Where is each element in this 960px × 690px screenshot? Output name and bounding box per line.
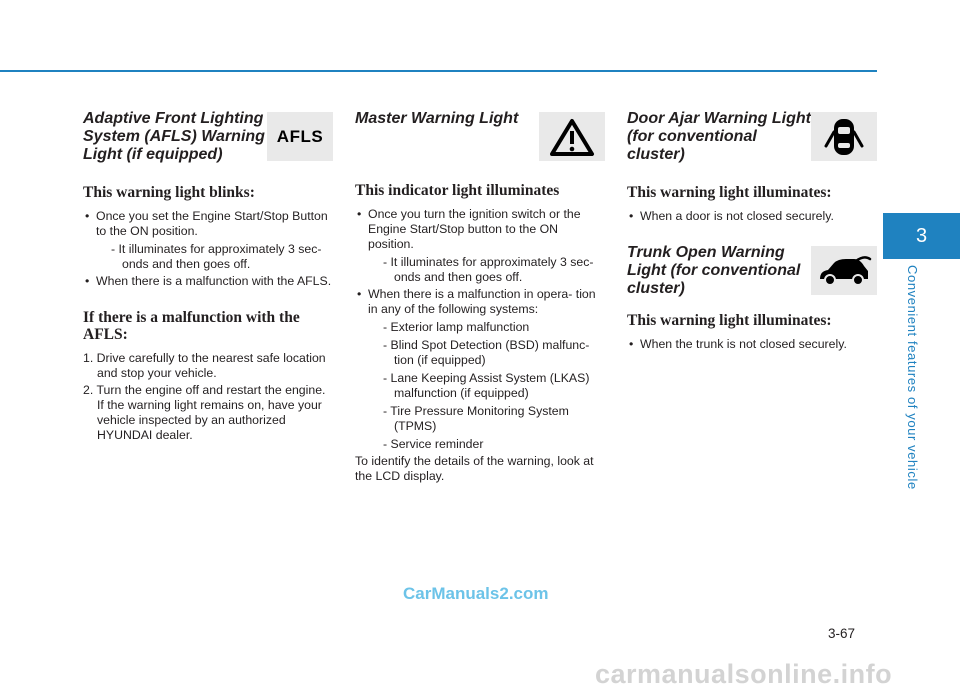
list-item (355, 287, 607, 452)
door-header (627, 110, 879, 164)
door-trunk-section (627, 110, 879, 354)
afls-step-1: 1. Drive carefully to the nearest safe location and stop your vehicle. (83, 351, 326, 380)
afls-malfunction-heading: If there is a malfunction with the AFLS: (83, 309, 300, 343)
header-rule (0, 70, 877, 72)
trunk-open-icon (811, 246, 877, 295)
trunk-title: Trunk Open Warning Light (for conventional cluster) (627, 244, 801, 297)
afls-bullet-2: When there is a malfunction with the AFLS. (96, 274, 332, 288)
door-bullet: • When a door is not closed securely. (627, 209, 879, 224)
trunk-header (627, 244, 879, 298)
chapter-tab (883, 213, 960, 259)
afls-bullet-1: Once you set the Engine Start/Stop Button to the ON position. (96, 209, 328, 238)
door-illuminates-heading: This warning light illuminates: (627, 184, 832, 201)
master-note: To identify the details of the warning, look at the LCD display. (355, 454, 594, 483)
master-system-4: - Tire Pressure Monitoring System (TPMS) (383, 404, 569, 433)
afls-bullets (83, 209, 335, 289)
trunk-illuminates-heading: This warning light illuminates: (627, 312, 832, 329)
chapter-label: Convenient features of your vehicle (905, 265, 920, 490)
master-system-2: - Blind Spot Detection (BSD) malfunc- tion (if equipped) (383, 338, 590, 367)
master-illuminates-heading: This indicator light illuminates (355, 182, 560, 199)
watermark-manualsonline: carmanualsonline.info (595, 659, 893, 689)
trunk-bullet: • When the trunk is not closed securely. (627, 337, 879, 352)
master-system-3: - Lane Keeping Assist System (LKAS) malfunction (if equipped) (383, 371, 590, 400)
trunk-bullets (627, 337, 879, 352)
master-system-5: - Service reminder (383, 437, 484, 451)
master-bullets (355, 207, 607, 452)
afls-blinks-heading: This warning light blinks: (83, 184, 255, 201)
page-number: 3-67 (828, 626, 856, 641)
chapter-number: 3 (915, 224, 928, 247)
door-ajar-icon (811, 112, 877, 161)
master-bullet-1-sub: - It illuminates for approximately 3 sec- onds and then goes off. (383, 255, 594, 284)
afls-title: Adaptive Front Lighting System (AFLS) Warning Light (if equipped) (83, 110, 265, 163)
master-system-1: - Exterior lamp malfunction (383, 320, 530, 334)
master-bullet-1: Once you turn the ignition switch or the Engine Start/Stop button to the ON position. (368, 207, 581, 251)
watermark-carmanuals: CarManuals2.com (403, 584, 549, 603)
list-item (83, 209, 335, 272)
master-bullet-2: When there is a malfunction in opera- tion in any of the following systems: (368, 287, 596, 316)
afls-section (83, 110, 335, 445)
list-item (83, 274, 335, 289)
afls-icon-text: AFLS (276, 126, 324, 146)
list-item (355, 207, 607, 285)
afls-steps (83, 351, 335, 443)
afls-header (83, 110, 335, 164)
afls-indicator-icon (267, 112, 333, 161)
master-title: Master Warning Light (355, 110, 519, 127)
door-bullets (627, 209, 879, 224)
afls-step-2: 2. Turn the engine off and restart the engine. If the warning light remains on, have your vehicle inspected by an authorized HYUNDAI dealer. (83, 383, 326, 442)
door-title: Door Ajar Warning Light (for conventional cluster) (627, 110, 811, 163)
afls-bullet-1-sub: - It illuminates for approximately 3 sec- onds and then goes off. (111, 242, 322, 271)
master-warning-section (355, 110, 607, 484)
warning-triangle-icon (539, 112, 605, 161)
master-header (355, 110, 607, 162)
